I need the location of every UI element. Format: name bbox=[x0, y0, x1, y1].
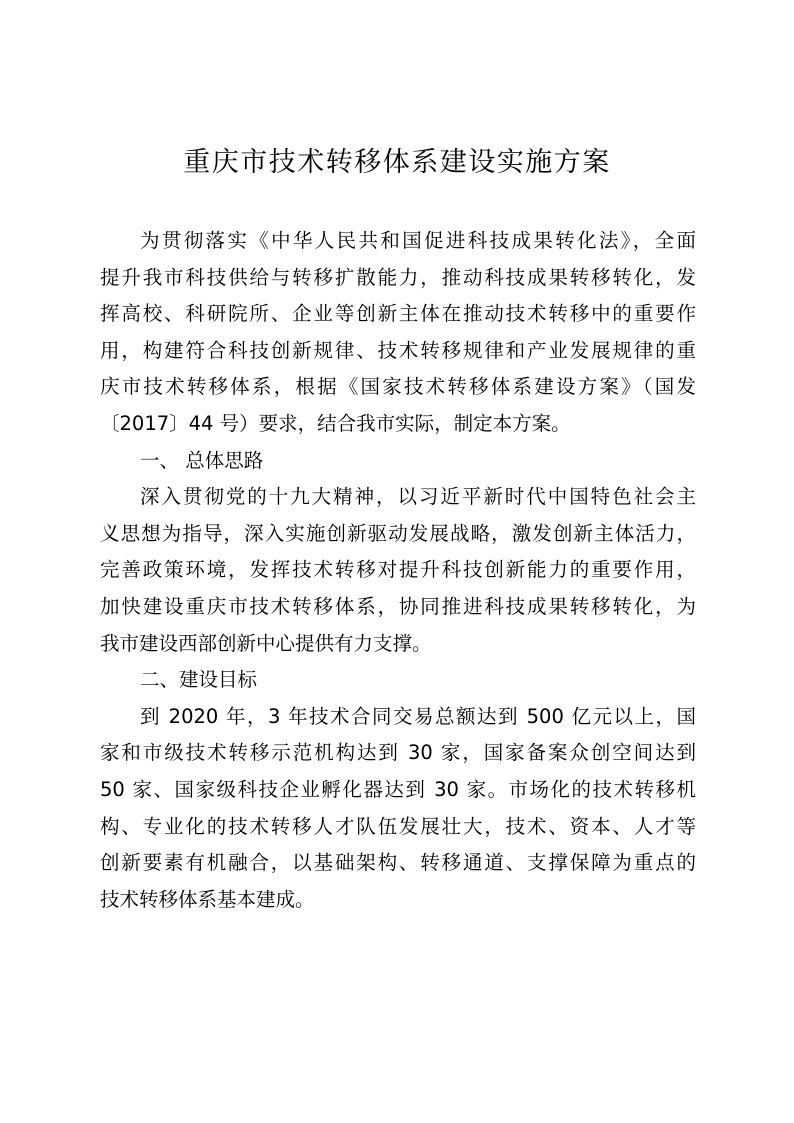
paragraph-line: 构、专业化的技术转移人才队伍发展壮大，技术、资本、人才等 bbox=[100, 814, 696, 838]
paragraph-line: 用，构建符合科技创新规律、技术转移规律和产业发展规律的重 bbox=[100, 338, 696, 362]
section-heading: 一、 总体思路 bbox=[140, 448, 264, 472]
paragraph-line: 庆市技术转移体系，根据《国家技术转移体系建设方案》（国发 bbox=[100, 375, 696, 399]
paragraph-line: 义思想为指导，深入实施创新驱动发展战略，激发创新主体活力， bbox=[100, 521, 696, 545]
paragraph-line: 50 家、国家级科技企业孵化器达到 30 家。市场化的技术转移机 bbox=[100, 777, 696, 801]
paragraph-line: 加快建设重庆市技术转移体系，协同推进科技成果转移转化，为 bbox=[100, 594, 696, 618]
paragraph-line: 为贯彻落实《中华人民共和国促进科技成果转化法》，全面 bbox=[140, 229, 696, 252]
paragraph-line: 挥高校、科研院所、企业等创新主体在推动技术转移中的重要作 bbox=[100, 302, 696, 326]
paragraph-line: 到 2020 年，3 年技术合同交易总额达到 500 亿元以上，国 bbox=[140, 704, 696, 728]
paragraph-line: 我市建设西部创新中心提供有力支撑。 bbox=[100, 631, 432, 655]
section-heading: 二、建设目标 bbox=[140, 668, 258, 692]
document-title: 重庆市技术转移体系建设实施方案 bbox=[183, 147, 611, 178]
paragraph-line: 技术转移体系基本建成。 bbox=[100, 887, 315, 911]
paragraph-line: 提升我市科技供给与转移扩散能力，推动科技成果转移转化，发 bbox=[100, 265, 696, 289]
paragraph-line: 〔2017〕44 号）要求，结合我市实际，制定本方案。 bbox=[100, 411, 571, 435]
paragraph-line: 创新要素有机融合，以基础架构、转移通道、支撑保障为重点的 bbox=[100, 851, 696, 875]
paragraph-line: 家和市级技术转移示范机构达到 30 家，国家备案众创空间达到 bbox=[100, 741, 696, 765]
paragraph-line: 深入贯彻党的十九大精神，以习近平新时代中国特色社会主 bbox=[140, 485, 696, 509]
paragraph-line: 完善政策环境，发挥技术转移对提升科技创新能力的重要作用， bbox=[100, 558, 696, 582]
document-body bbox=[100, 223, 696, 918]
